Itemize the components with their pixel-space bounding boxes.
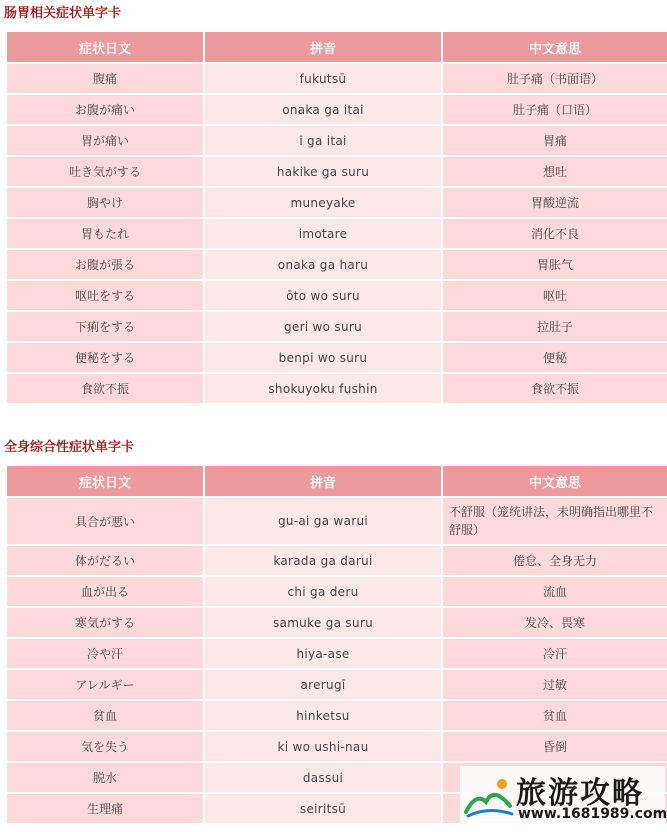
cell-romaji: onaka ga itai — [205, 95, 441, 124]
cell-romaji: benpi wo suru — [205, 343, 441, 372]
cell-romaji: seiritsū — [205, 794, 441, 823]
header-japanese: 症状日文 — [7, 32, 203, 62]
table-row — [7, 312, 667, 341]
cell-chinese: 胃酸逆流 — [443, 188, 667, 217]
cell-japanese: 寒気がする — [7, 608, 203, 637]
cell-japanese: 血が出る — [7, 577, 203, 606]
cell-japanese: 胃もたれ — [7, 219, 203, 248]
cell-romaji: onaka ga haru — [205, 250, 441, 279]
cell-romaji: i ga itai — [205, 126, 441, 155]
cell-chinese: 胃胀气 — [443, 250, 667, 279]
cell-romaji: hakike ga suru — [205, 157, 441, 186]
header-romaji: 拼音 — [205, 32, 441, 62]
cell-romaji: hinketsu — [205, 701, 441, 730]
table-header-row — [7, 466, 667, 496]
cell-japanese: 下痢をする — [7, 312, 203, 341]
cell-romaji: shokuyoku fushin — [205, 374, 441, 403]
table-row — [7, 126, 667, 155]
header-chinese: 中文意思 — [443, 32, 667, 62]
table-row — [7, 577, 667, 606]
cell-chinese: 肚子痛（口语） — [443, 95, 667, 124]
cell-japanese: 贫血 — [7, 701, 203, 730]
watermark-brand: 旅游攻略 — [516, 776, 644, 811]
cell-romaji: muneyake — [205, 188, 441, 217]
cell-japanese: 気を失う — [7, 732, 203, 761]
cell-romaji: arerugī — [205, 670, 441, 699]
table-row — [7, 546, 667, 575]
cell-chinese: 消化不良 — [443, 219, 667, 248]
cell-romaji: ki wo ushi-nau — [205, 732, 441, 761]
cell-chinese: 不舒服（笼统讲法，未明确指出哪里不舒服） — [443, 498, 667, 544]
cell-romaji: geri wo suru — [205, 312, 441, 341]
mountain-logo-icon — [462, 772, 516, 822]
cell-japanese: 胸やけ — [7, 188, 203, 217]
table-row — [7, 250, 667, 279]
cell-japanese: お腹が痛い — [7, 95, 203, 124]
table-row — [7, 188, 667, 217]
cell-romaji: samuke ga suru — [205, 608, 441, 637]
cell-romaji: chi ga deru — [205, 577, 441, 606]
cell-japanese: 便秘をする — [7, 343, 203, 372]
table-row — [7, 64, 667, 93]
cell-romaji: imotare — [205, 219, 441, 248]
section-title-general: 全身综合性症状单字卡 — [4, 440, 135, 455]
cell-japanese: アレルギー — [7, 670, 203, 699]
cell-chinese: 昏倒 — [443, 732, 667, 761]
watermark — [460, 766, 665, 830]
cell-chinese: 呕吐 — [443, 281, 667, 310]
cell-romaji: ōto wo suru — [205, 281, 441, 310]
digestive-symptoms-table — [5, 30, 667, 405]
table-row — [7, 670, 667, 699]
cell-chinese: 想吐 — [443, 157, 667, 186]
cell-chinese: 食欲不振 — [443, 374, 667, 403]
cell-chinese: 肚子痛（书面语） — [443, 64, 667, 93]
cell-japanese: 腹痛 — [7, 64, 203, 93]
cell-romaji: dassui — [205, 763, 441, 792]
header-japanese: 症状日文 — [7, 466, 203, 496]
cell-japanese: 体がだるい — [7, 546, 203, 575]
watermark-url: www.1681989.com — [518, 806, 667, 822]
cell-chinese: 冷汗 — [443, 639, 667, 668]
cell-chinese: 便秘 — [443, 343, 667, 372]
cell-chinese: 拉肚子 — [443, 312, 667, 341]
table-row — [7, 701, 667, 730]
cell-japanese: お腹が張る — [7, 250, 203, 279]
table-row — [7, 732, 667, 761]
table-row — [7, 343, 667, 372]
cell-romaji: fukutsū — [205, 64, 441, 93]
cell-japanese: 冷や汗 — [7, 639, 203, 668]
cell-japanese: 脱水 — [7, 763, 203, 792]
cell-romaji: hiya-ase — [205, 639, 441, 668]
table-row — [7, 639, 667, 668]
cell-japanese: 生理痛 — [7, 794, 203, 823]
table-row — [7, 608, 667, 637]
cell-japanese: 呕吐をする — [7, 281, 203, 310]
cell-chinese: 过敏 — [443, 670, 667, 699]
table-row — [7, 281, 667, 310]
cell-japanese: 具合が悪い — [7, 498, 203, 544]
cell-chinese: 胃痛 — [443, 126, 667, 155]
cell-japanese: 胃が痛い — [7, 126, 203, 155]
cell-japanese: 食欲不振 — [7, 374, 203, 403]
header-chinese: 中文意思 — [443, 466, 667, 496]
cell-romaji: gu-ai ga warui — [205, 498, 441, 544]
header-romaji: 拼音 — [205, 466, 441, 496]
table-row — [7, 219, 667, 248]
cell-romaji: karada ga darui — [205, 546, 441, 575]
cell-chinese: 发冷、畏寒 — [443, 608, 667, 637]
table-header-row — [7, 32, 667, 62]
section-title-digestive: 肠胃相关症状单字卡 — [4, 6, 122, 21]
table-row — [7, 374, 667, 403]
table-row — [7, 157, 667, 186]
cell-japanese: 吐き気がする — [7, 157, 203, 186]
cell-chinese: 倦怠、全身无力 — [443, 546, 667, 575]
cell-chinese: 流血 — [443, 577, 667, 606]
table-row — [7, 498, 667, 544]
cell-chinese: 贫血 — [443, 701, 667, 730]
table-row — [7, 95, 667, 124]
